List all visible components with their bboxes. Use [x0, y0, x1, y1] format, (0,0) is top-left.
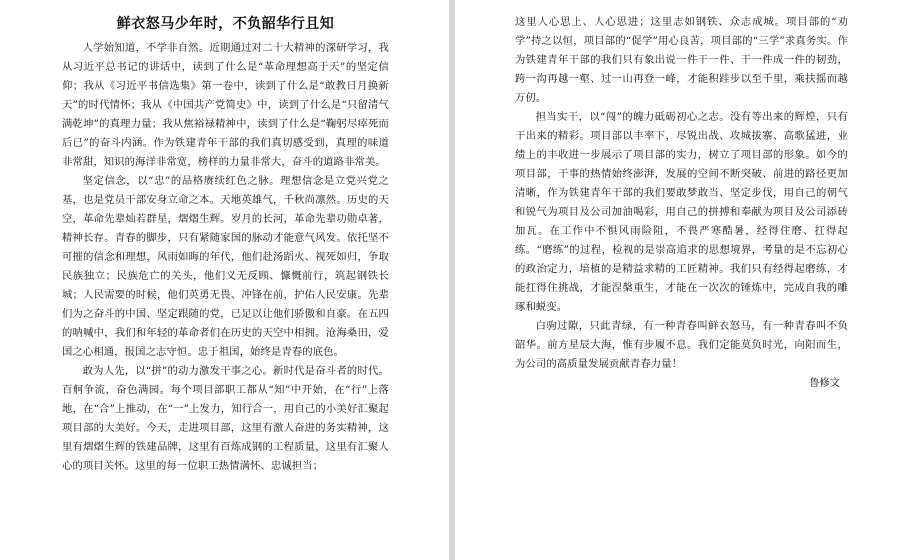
paragraph-pioneer: 敢为人先，以“拼”的动力激发干事之心。新时代是奋斗者的时代。百舸争流，奋色满园。每个项目部职工都从“知”中开始，在“行”上落地，在“合”上推动，在“一”上发力，知行合一，用自己的小美好汇聚起项目部的大美好。今天，走进项目部，这里有激人奋进的务实精神，这里有熠熠生辉的铁建品牌，这里有百炼成钢的工程质量，这里有汇聚人心的项目关怀。这里的每一位职工热情满怀、忠诚担当；: [62, 365, 389, 472]
author-signature: 鲁修文: [809, 377, 840, 389]
paragraph-faith: 坚定信念，以“忠”的品格赓续红色之脉。理想信念是立党兴党之基，也是党员干部安身立命之本。天地英雄气，千秋尚凛然。历史的天空，革命先辈灿若群星，熠熠生辉。岁月的长河，革命先辈功勋卓著，精神长存。青春的脚步，只有紧随家国的脉动才能意气风发。依托坚不可摧的信念和理想，风雨如晦的年代，他们赴汤蹈火、视死如归，争取民族独立；民族危亡的关头，他们义无反顾、慷慨前行，筑起钢铁长城；人民需要的时候，他们英勇无畏、冲锋在前，护佑人民安康。先辈们为之奋斗的中国、坚定跟随的党，已足以让他们骄傲和自豪。在五四的呐喊中，我们和年轻的革命者们在历史的天空中相拥。沧海桑田，爱国之心相通，报国之志守恒。忠于祖国，始终是青春的底色。: [62, 175, 389, 358]
paragraph-intro: 人学始知道，不学非自然。近期通过对二十大精神的深研学习，我从习近平总书记的讲话中，读到了什么是“革命理想高于天”的坚定信仰；我从《习近平书信选集》第一卷中，读到了什么是“敢教日月换新天”的时代情怀；我从《中国共产党简史》中，读到了什么是“只留清气满乾坤”的真理力量；我从焦裕禄精神中，读到了什么是“鞠躬尽瘁死而后已”的奋斗内涵。作为铁建青年干部的我们真切感受到，真理的味道非常甜，知识的海洋非常宽，榜样的力量非常大，奋斗的道路非常美。: [62, 42, 389, 168]
paragraph-continued: 这里人心思上、人心思进；这里志如钢铁、众志成城。项目部的“劝学”持之以恒，项目部的“促学”用心良苦，项目部的“三学”求真务实。作为铁建青年干部的我们只有象出说一件干一件、干一件成一件的韧劲，跨一沟再越一壑、过一山再登一峰，才能积跬步以至千里，乘扶摇而越万仞。: [515, 16, 848, 104]
document-page-right: [455, 0, 900, 560]
document-page-left: [0, 0, 449, 560]
paragraph-responsibility: 担当实干，以“闯”的魄力砥砺初心之志。没有等出来的辉煌，只有干出来的精彩。项目部以丰率下，尽锐出战、攻城拔寨、高歌猛进，业绩上的丰收进一步展示了项目部的实力，树立了项目部的形象。如今的项目部，干事的热情始终澎湃，发展的空间不断突破、前进的路径更加清晰，作为铁建青年干部的我们要敢梦敢当、坚定步伐，用自己的朝气和锐气为项目及公司加油喝彩，用自己的拼搏和奉献为项目及公司添砖加瓦。在工作中不惧风雨险阻，不畏严寒酷暑，经得住磨、扛得起练。“磨练”的过程，检视的是崇高追求的思想境界，考量的是不忘初心的政治定力，培植的是精益求精的工匠精神。我们只有经得起磨练，才能扛得住挑战，才能涅槃重生，才能在一次次的锤炼中，完成自我的雕琢和蜕变。: [515, 111, 848, 313]
paragraph-closing: 白驹过隙，只此青绿，有一种青春叫鲜衣怒马，有一种青春叫不负韶华。前方星辰大海，惟有步履不息。我们定能莫负时光，向阳而生，为公司的高质量发展贡献青春力量！: [515, 320, 848, 370]
document-title: 鲜衣怒马少年时，不负韶华行且知: [116, 16, 335, 32]
